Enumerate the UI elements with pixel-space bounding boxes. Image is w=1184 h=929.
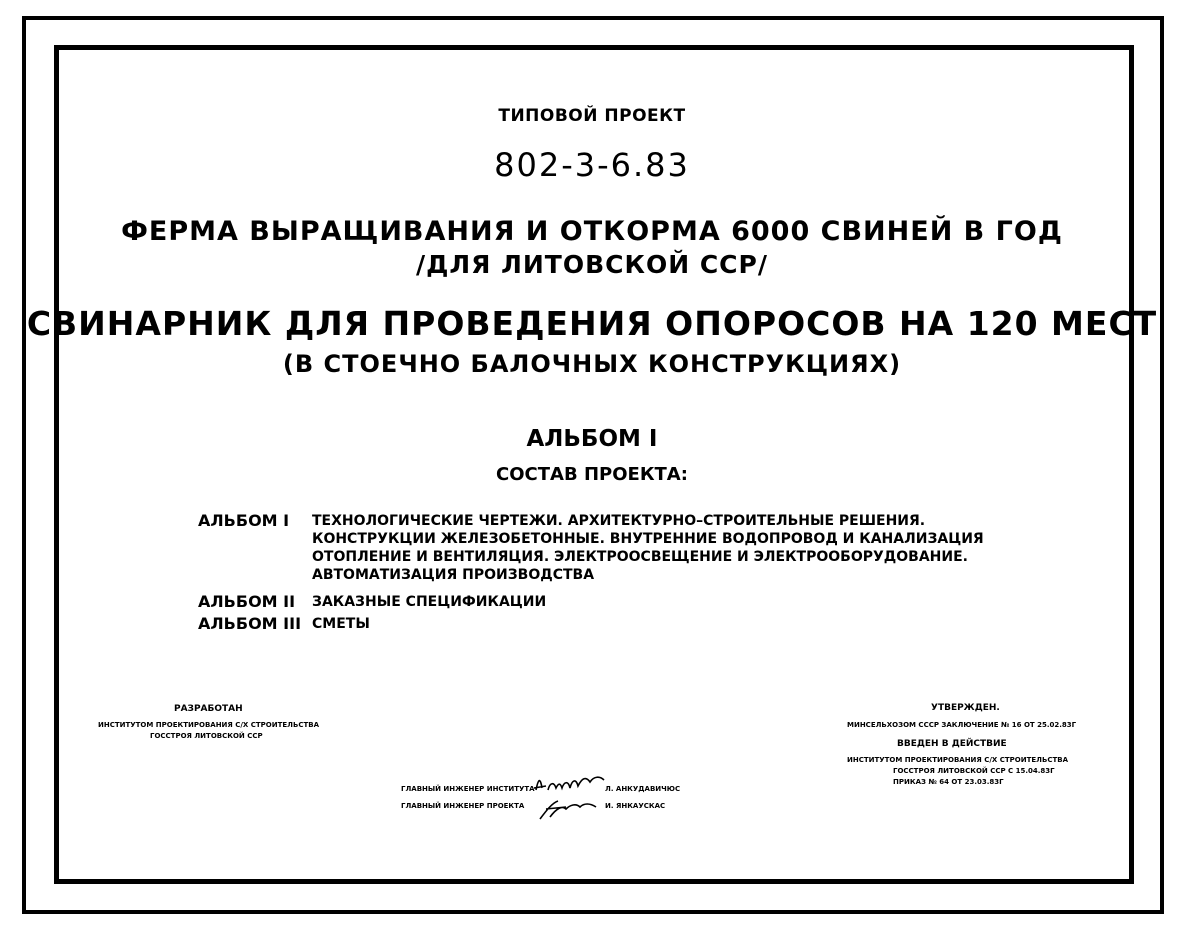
album-1-label: АЛЬБОМ I: [198, 511, 290, 530]
album-1-line-4: АВТОМАТИЗАЦИЯ ПРОИЗВОДСТВА: [312, 567, 595, 583]
developed-line-2: ГОССТРОЯ ЛИТОВСКОЙ ССР: [150, 732, 263, 740]
album-title: АЛЬБОМ I: [526, 426, 658, 452]
album-3-label: АЛЬБОМ III: [198, 614, 302, 633]
album-2-label: АЛЬБОМ II: [198, 592, 296, 611]
farm-title: ФЕРМА ВЫРАЩИВАНИЯ И ОТКОРМА 6000 СВИНЕЙ В ГОД: [121, 216, 1063, 247]
chief-engineer-project-name: И. ЯНКАУСКАС: [605, 802, 666, 810]
album-2-line-1: ЗАКАЗНЫЕ СПЕЦИФИКАЦИИ: [312, 594, 547, 610]
project-number: 802-3-6.83: [494, 146, 690, 184]
composition-title: СОСТАВ ПРОЕКТА:: [496, 464, 688, 485]
approved-line-3: ГОССТРОЯ ЛИТОВСКОЙ ССР С 15.04.83Г: [893, 767, 1055, 775]
document-type-label: ТИПОВОЙ ПРОЕКТ: [498, 106, 686, 126]
building-title: СВИНАРНИК ДЛЯ ПРОВЕДЕНИЯ ОПОРОСОВ НА 120 МЕСТ: [26, 304, 1158, 343]
chief-engineer-institute-name: Л. АНКУДАВИЧЮС: [605, 785, 681, 793]
chief-engineer-project-role: ГЛАВНЫЙ ИНЖЕНЕР ПРОЕКТА: [401, 802, 525, 810]
approved-line-4: ПРИКАЗ № 64 ОТ 23.03.83Г: [893, 778, 1004, 786]
approved-line-1: МИНСЕЛЬХОЗОМ СССР ЗАКЛЮЧЕНИЕ № 16 ОТ 25.02.83Г: [847, 721, 1077, 729]
chief-engineer-institute-role: ГЛАВНЫЙ ИНЖЕНЕР ИНСТИТУТА: [401, 785, 535, 793]
album-1-line-1: ТЕХНОЛОГИЧЕСКИЕ ЧЕРТЕЖИ. АРХИТЕКТУРНО–СТРОИТЕЛЬНЫЕ РЕШЕНИЯ.: [312, 513, 926, 529]
album-3-line-1: СМЕТЫ: [312, 616, 370, 632]
approved-line-2: ИНСТИТУТОМ ПРОЕКТИРОВАНИЯ С/Х СТРОИТЕЛЬСТВА: [847, 756, 1068, 764]
developed-heading: РАЗРАБОТАН: [174, 704, 243, 714]
farm-subtitle: /ДЛЯ ЛИТОВСКОЙ ССР/: [416, 250, 768, 279]
building-subtitle: (В СТОЕЧНО БАЛОЧНЫХ КОНСТРУКЦИЯХ): [282, 350, 902, 378]
album-1-line-2: КОНСТРУКЦИИ ЖЕЛЕЗОБЕТОННЫЕ. ВНУТРЕННИЕ ВОДОПРОВОД И КАНАЛИЗАЦИЯ: [312, 531, 984, 547]
signature-project: [536, 795, 600, 823]
developed-line-1: ИНСТИТУТОМ ПРОЕКТИРОВАНИЯ С/Х СТРОИТЕЛЬСТВА: [98, 721, 319, 729]
enacted-heading: ВВЕДЕН В ДЕЙСТВИЕ: [897, 739, 1007, 749]
approved-heading: УТВЕРЖДЕН.: [931, 703, 1000, 713]
signature-institute: [530, 770, 610, 798]
album-1-line-3: ОТОПЛЕНИЕ И ВЕНТИЛЯЦИЯ. ЭЛЕКТРООСВЕЩЕНИЕ И ЭЛЕКТРООБОРУДОВАНИЕ.: [312, 549, 968, 565]
